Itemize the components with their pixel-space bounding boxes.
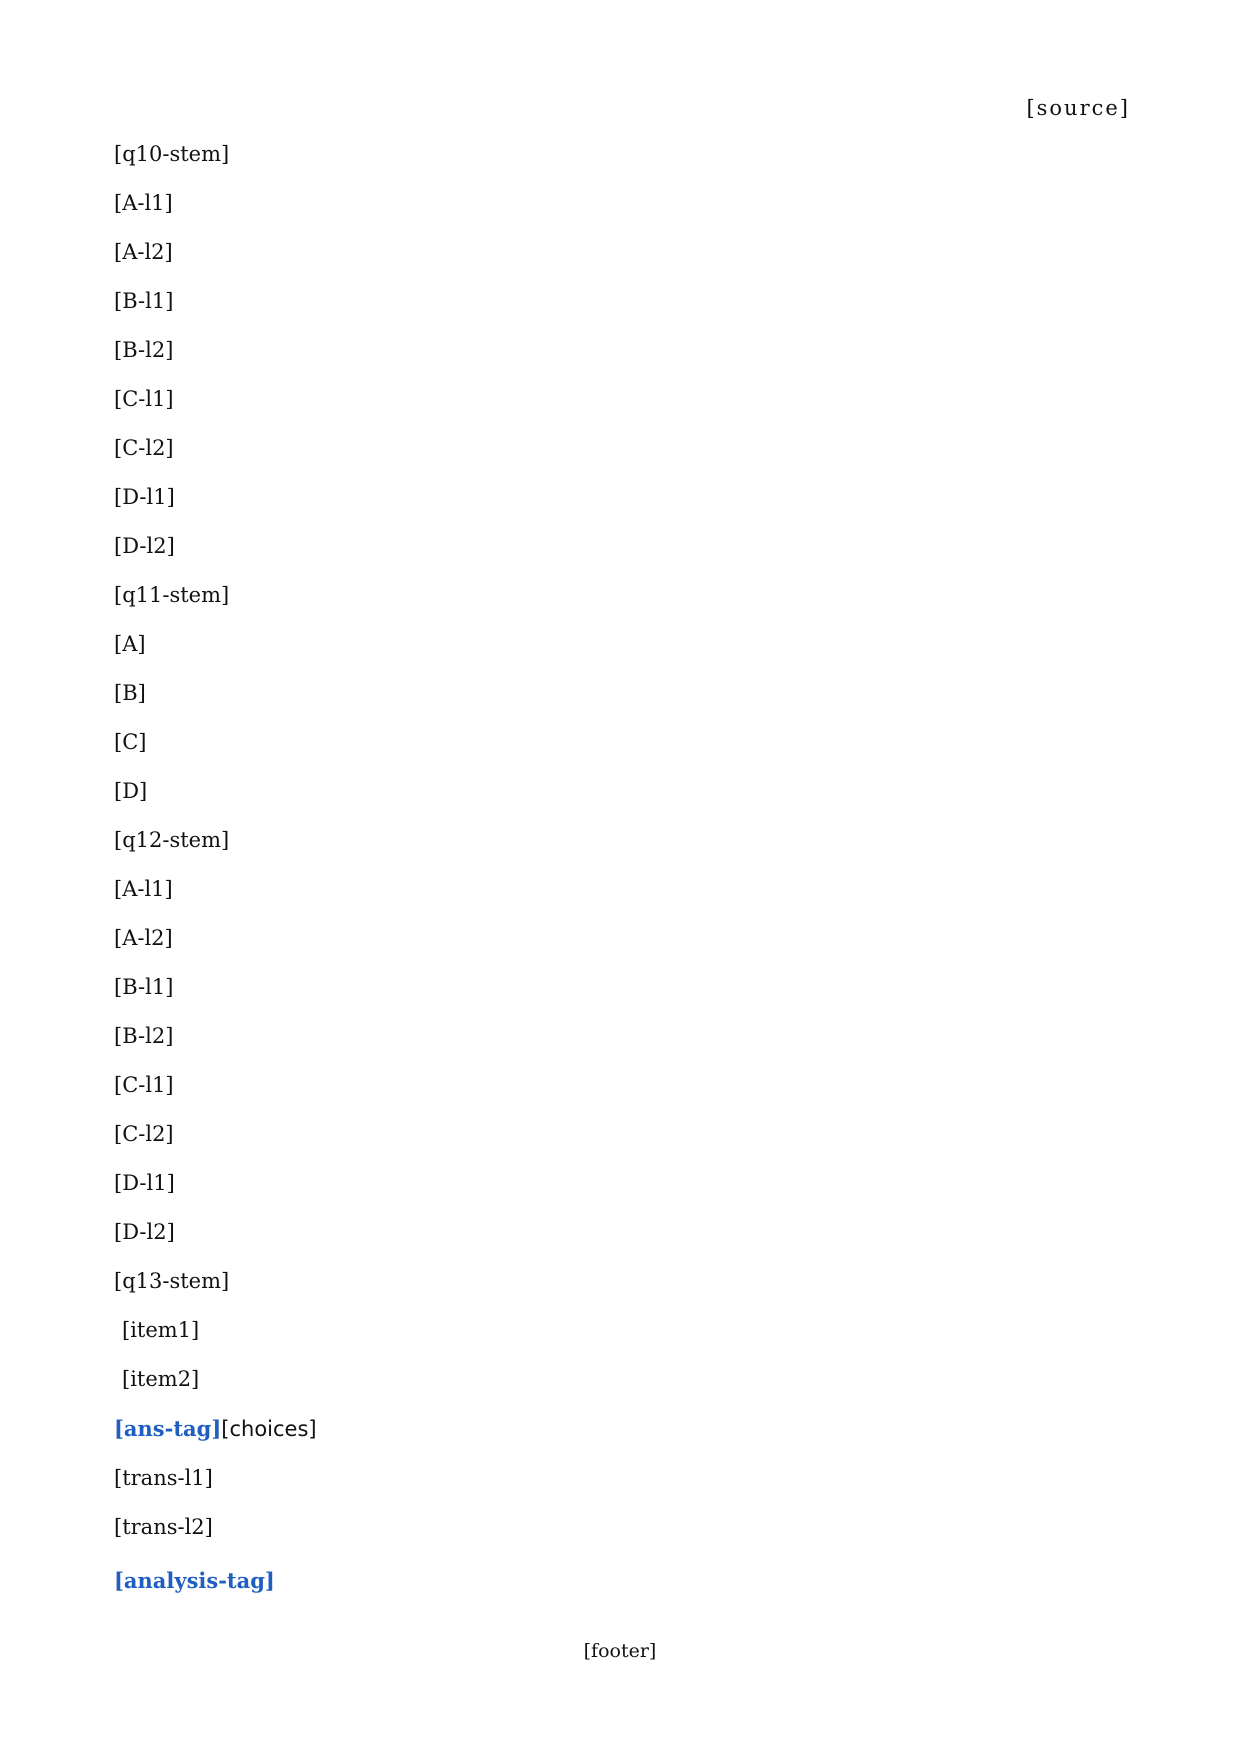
analysis-tag: [analysis-tag] (114, 1568, 275, 1593)
q12-option-a-line1: [A-l1] (114, 877, 173, 901)
page-footer: [footer] (583, 1640, 657, 1662)
q10-option-d-line1: [D-l1] (114, 485, 175, 509)
q12-option-d-line2: [D-l2] (114, 1220, 175, 1244)
q13-item-2: [item2] (122, 1367, 200, 1391)
question-12-stem: [q12-stem] (114, 828, 230, 852)
q10-option-b-line1: [B-l1] (114, 289, 174, 313)
q12-option-c-line1: [C-l1] (114, 1073, 174, 1097)
analysis-row (114, 1556, 1130, 1606)
q12-option-c-line2: [C-l2] (114, 1122, 174, 1146)
answer-choices: [choices] (221, 1417, 317, 1441)
q12-option-b-line1: [B-l1] (114, 975, 174, 999)
q10-option-c-line1: [C-l1] (114, 387, 174, 411)
question-10-stem: [q10-stem] (114, 142, 230, 166)
source-citation: [source] (1026, 96, 1130, 120)
question-13-stem: [q13-stem] (114, 1269, 230, 1293)
q10-option-b-line2: [B-l2] (114, 338, 174, 362)
q11-option-b: [B] (114, 681, 146, 705)
q11-option-a: [A] (114, 632, 146, 656)
answer-row (114, 1404, 1130, 1454)
q11-option-c: [C] (114, 730, 147, 754)
answer-translation-line2: [trans-l2] (114, 1515, 213, 1539)
answer-tag: [ans-tag] (114, 1416, 222, 1441)
q10-option-c-line2: [C-l2] (114, 436, 174, 460)
q10-option-a-line1: [A-l1] (114, 191, 173, 215)
q10-option-d-line2: [D-l2] (114, 534, 175, 558)
q12-option-b-line2: [B-l2] (114, 1024, 174, 1048)
answer-translation-line1: [trans-l1] (114, 1466, 213, 1490)
q12-option-a-line2: [A-l2] (114, 926, 173, 950)
question-11-stem: [q11-stem] (114, 583, 230, 607)
q11-option-d: [D] (114, 779, 148, 803)
q13-item-1: [item1] (122, 1318, 200, 1342)
q12-option-d-line1: [D-l1] (114, 1171, 175, 1195)
q10-option-a-line2: [A-l2] (114, 240, 173, 264)
